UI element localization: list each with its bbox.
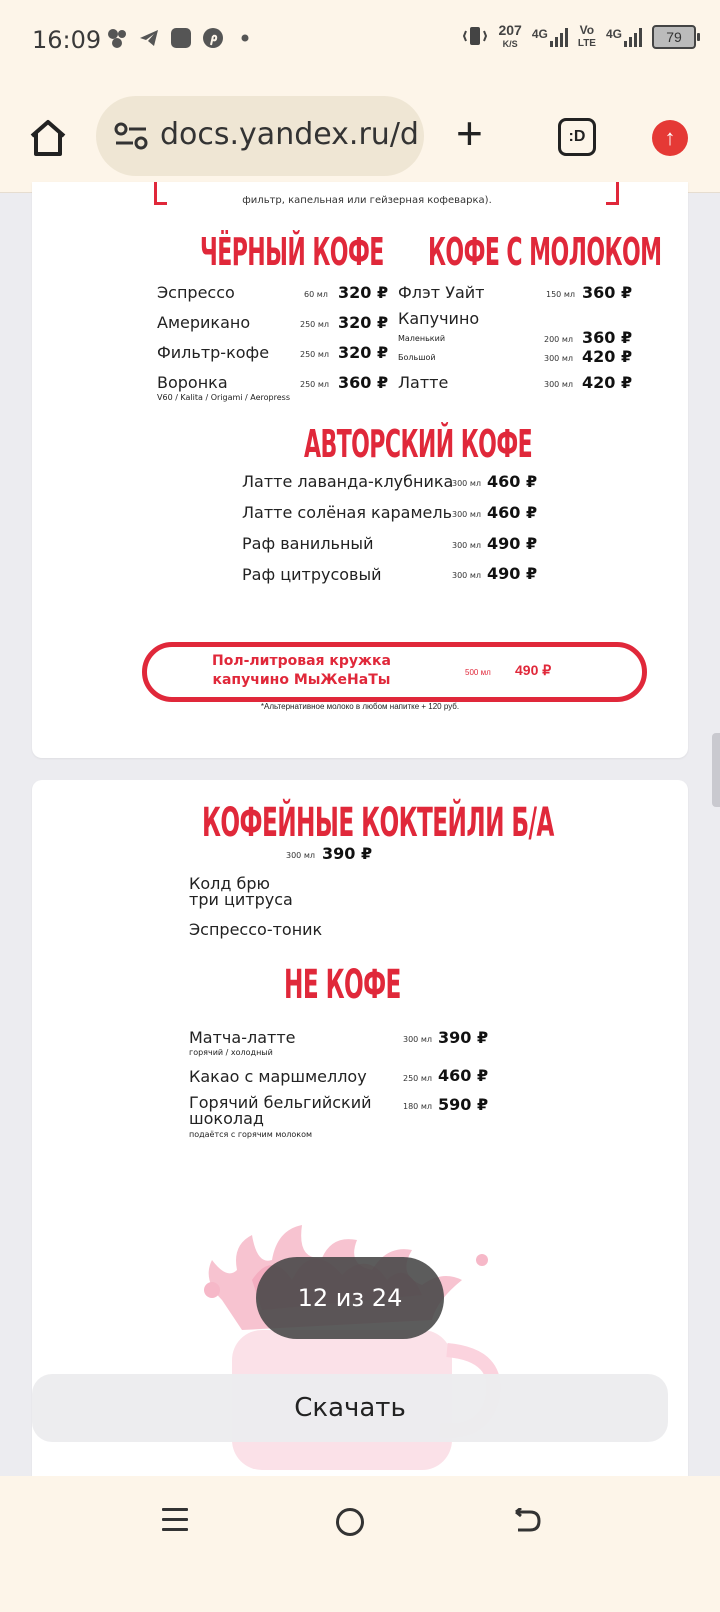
- item-volume: 300 мл: [452, 510, 481, 519]
- menu-item-caramel-latte: Латте солёная карамель: [242, 503, 453, 522]
- notification-icons: [106, 27, 256, 49]
- item-price: 360 ₽: [582, 328, 633, 347]
- home-circle-icon[interactable]: [336, 1508, 364, 1536]
- url-text[interactable]: docs.yandex.ru/d: [160, 117, 419, 152]
- menu-item-americano: Американо: [157, 313, 251, 332]
- menu-item-cold-brew: Колд брю три цитруса: [189, 874, 293, 909]
- heading-coffee-cocktails: КОФЕЙНЫЕ КОКТЕЙЛИ Б/А: [202, 800, 554, 846]
- item-price: 490 ₽: [487, 534, 538, 553]
- recent-apps-icon[interactable]: [162, 1508, 188, 1532]
- item-price: 590 ₽: [438, 1095, 489, 1114]
- system-indicators: [462, 24, 696, 50]
- menu-item-lavender-latte: Латте лаванда-клубника: [242, 472, 454, 491]
- item-volume: 250 мл: [300, 350, 329, 359]
- item-volume: 150 мл: [546, 290, 575, 299]
- status-time: 16:09: [32, 26, 102, 54]
- menu-item-cappuccino: Капучино: [398, 309, 480, 328]
- item-price: 320 ₽: [338, 343, 389, 362]
- pinterest-icon: [202, 27, 224, 49]
- address-bar[interactable]: [96, 96, 424, 176]
- item-subtitle: подаётся с горячим молоком: [189, 1130, 313, 1139]
- upload-arrow-icon[interactable]: ↑: [652, 120, 688, 156]
- document-page-11: [32, 182, 688, 758]
- app-cluster-icon: [106, 27, 128, 49]
- item-volume: 180 мл: [403, 1102, 432, 1111]
- item-price: 320 ₽: [338, 313, 389, 332]
- item-price: 490 ₽: [487, 564, 538, 583]
- heading-not-coffee: НЕ КОФЕ: [284, 962, 401, 1008]
- item-volume: 300 мл: [452, 479, 481, 488]
- tab-switcher-button[interactable]: :D: [558, 118, 596, 156]
- menu-item-cocoa: Какао с маршмеллоу: [189, 1067, 367, 1086]
- menu-item-espresso: Эспрессо: [157, 283, 235, 302]
- menu-item-vanilla-raf: Раф ванильный: [242, 534, 374, 553]
- item-price: 420 ₽: [582, 347, 633, 366]
- menu-item-matcha-latte: Матча-латте: [189, 1028, 296, 1047]
- item-volume: 300 мл: [286, 851, 315, 860]
- item-price: 420 ₽: [582, 373, 633, 392]
- menu-item-latte: Латте: [398, 373, 449, 392]
- item-volume: 200 мл: [544, 335, 573, 344]
- item-volume: 300 мл: [544, 380, 573, 389]
- item-volume: 300 мл: [452, 541, 481, 550]
- scrollbar-thumb[interactable]: [712, 733, 720, 807]
- item-volume: 300 мл: [452, 571, 481, 580]
- promo-mug-text: Пол-литровая кружка капучино МыЖеНаТы: [212, 653, 391, 688]
- menu-item-pour-over: Воронка: [157, 373, 228, 392]
- item-volume: 250 мл: [300, 380, 329, 389]
- volte-indicator: Vo LTE: [577, 23, 596, 49]
- heading-milk-coffee: КОФЕ С МОЛОКОМ: [428, 230, 662, 274]
- telegram-icon: [138, 27, 160, 49]
- item-volume: 300 мл: [544, 354, 573, 363]
- site-settings-icon[interactable]: [114, 122, 148, 150]
- dot-icon: [234, 27, 256, 49]
- item-price: 460 ₽: [487, 503, 538, 522]
- heading-signature-coffee: АВТОРСКИЙ КОФЕ: [304, 422, 533, 466]
- battery-indicator: 79: [652, 25, 696, 49]
- menu-item-flat-white: Флэт Уайт: [398, 283, 485, 302]
- menu-item-espresso-tonic: Эспрессо-тоник: [189, 920, 323, 939]
- menu-item-citrus-raf: Раф цитрусовый: [242, 565, 382, 584]
- menu-item-hot-chocolate: Горячий бельгийский шоколад: [189, 1093, 372, 1128]
- signal-4g-1: 4G: [532, 27, 568, 47]
- new-tab-icon[interactable]: +: [456, 107, 483, 159]
- footnote: *Альтернативное молоко в любом напитке + 120 руб.: [260, 702, 460, 711]
- item-price: 320 ₽: [338, 283, 389, 302]
- item-price: 390 ₽: [322, 844, 373, 863]
- browser-toolbar: [0, 82, 720, 193]
- home-icon[interactable]: [26, 116, 70, 160]
- item-size-large: Большой: [398, 353, 436, 362]
- item-volume: 300 мл: [403, 1035, 432, 1044]
- vibrate-icon: [462, 25, 488, 50]
- back-icon[interactable]: [512, 1508, 542, 1534]
- item-volume: 250 мл: [300, 320, 329, 329]
- item-price: 360 ₽: [338, 373, 389, 392]
- item-price: 460 ₽: [487, 472, 538, 491]
- app-square-icon: [170, 27, 192, 49]
- item-price: 390 ₽: [438, 1028, 489, 1047]
- promo-mug-box: [142, 642, 647, 702]
- item-subtitle: V60 / Kalita / Origami / Aeropress: [157, 393, 291, 402]
- heading-black-coffee: ЧЁРНЫЙ КОФЕ: [200, 230, 384, 274]
- download-button[interactable]: Скачать: [32, 1374, 668, 1442]
- signal-bars-icon: [624, 27, 642, 47]
- frame-right-bracket: [606, 182, 619, 205]
- item-price: 360 ₽: [582, 283, 633, 302]
- cut-off-text: фильтр, капельная или гейзерная кофеварка).: [242, 195, 492, 206]
- data-speed: 207 K/S: [498, 22, 522, 49]
- system-navigation-bar: [0, 1476, 720, 1612]
- item-price: 460 ₽: [438, 1066, 489, 1085]
- promo-mug-volume: 500 мл: [465, 668, 491, 677]
- menu-item-filter-coffee: Фильтр-кофе: [157, 343, 270, 362]
- page-counter-badge: 12 из 24: [256, 1257, 444, 1339]
- item-subtitle: горячий / холодный: [189, 1048, 273, 1057]
- item-size-small: Маленький: [398, 334, 446, 343]
- promo-mug-price: 490 ₽: [515, 662, 552, 678]
- item-volume: 250 мл: [403, 1074, 432, 1083]
- signal-bars-icon: [550, 27, 568, 47]
- signal-4g-2: 4G: [606, 27, 642, 47]
- item-volume: 60 мл: [304, 290, 328, 299]
- status-bar: [0, 0, 720, 82]
